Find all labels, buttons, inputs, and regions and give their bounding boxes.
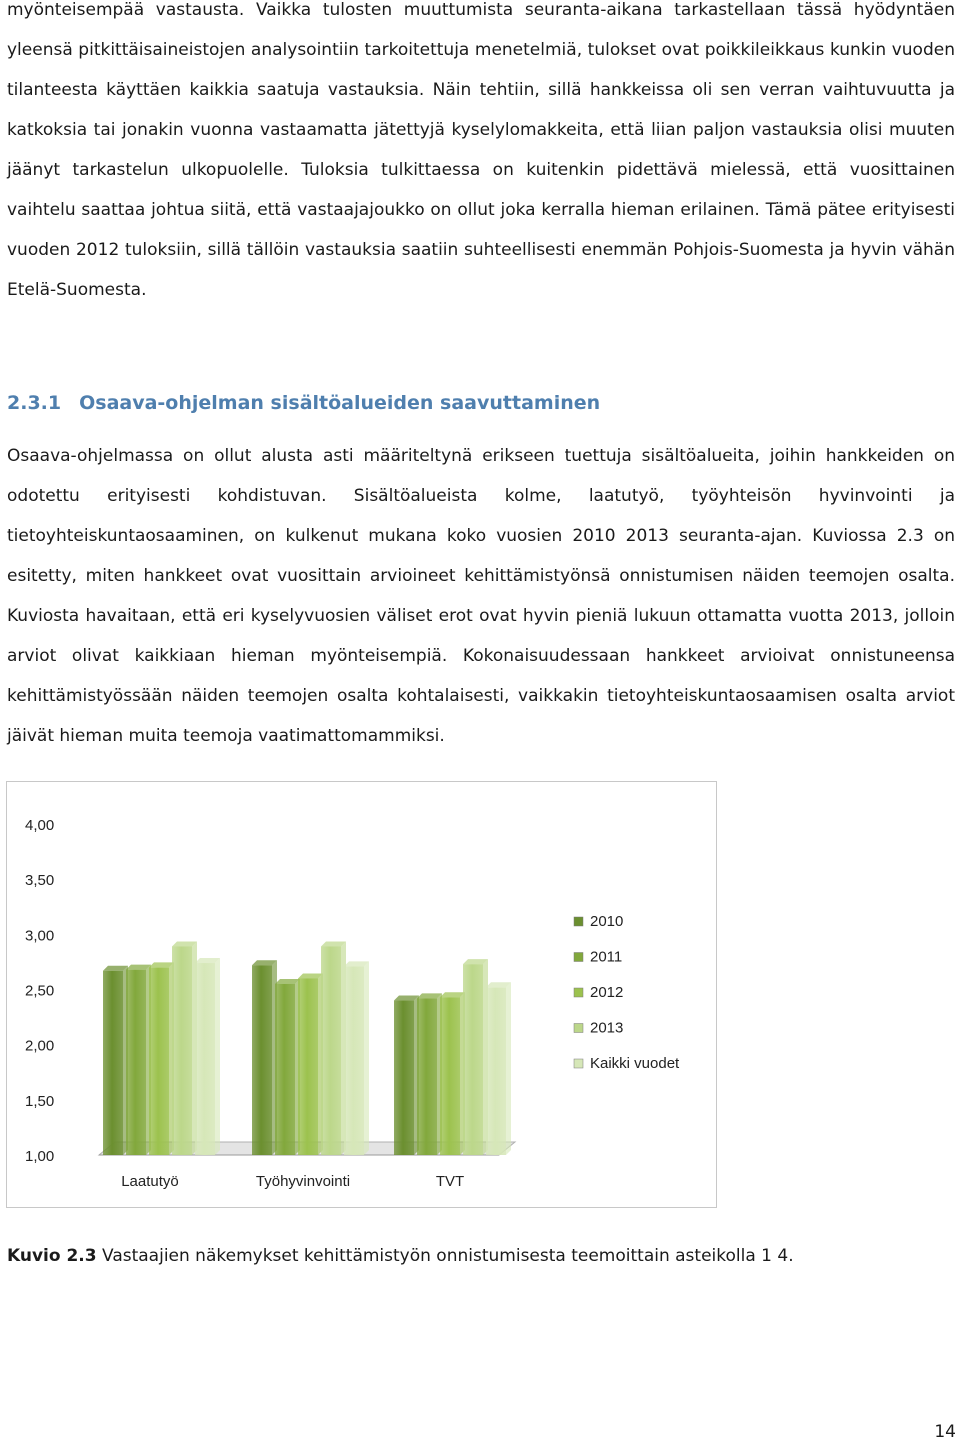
y-tick-label: 1,00 xyxy=(25,1148,55,1165)
bar xyxy=(344,966,364,1155)
bar xyxy=(394,1001,414,1155)
bar xyxy=(275,984,295,1155)
section-heading xyxy=(7,392,600,414)
x-tick-label: Työhyvinvointi xyxy=(255,1173,351,1190)
x-tick-label: TVT xyxy=(435,1173,465,1190)
y-tick-label: 2,50 xyxy=(25,982,55,1000)
bar xyxy=(440,997,460,1155)
bar-side xyxy=(364,961,369,1155)
legend-label: 2013 xyxy=(590,1019,624,1037)
bar xyxy=(126,970,146,1155)
legend-swatch xyxy=(574,988,583,997)
legend-swatch xyxy=(574,1024,583,1033)
bar xyxy=(298,978,318,1155)
legend-swatch xyxy=(574,953,583,962)
figure-caption xyxy=(7,1244,794,1268)
bar xyxy=(149,967,169,1155)
body-paragraph: myönteisempää vastausta. Vaikka tulosten muuttumista seuranta-aikana tarkastellaan tässä hyödyntäen yleensä pitkittäisaineistojen analysointiin tarkoitettuja menetelmiä, tulokset ovat poikkileikkaus kunkin vuoden tilanteesta käyttäen kaikkia saatuja vastauksia. Näin tehtiin, sillä hankkeissa oli sen verran vaihtuvuutta ja katkoksia tai jonakin vuonna vastaamatta jätettyjä kyselylomakkeita, että liian paljon vastauksia olisi muuten jäänyt tarkastelun ulkopuolelle. Tuloksia tulkittaessa on kuitenkin pidettävä mielessä, että vuosittainen vaihtelu saattaa johtua siitä, että vastaajajoukko on ollut joka kerralla hieman erilainen. Tämä pätee erityisesti vuoden 2012 tuloksiin, sillä tällöin vastauksia saatiin suhteellisesti enemmän Pohjois-Suomesta ja hyvin vähän Etelä-Suomesta. xyxy=(7,0,955,300)
y-tick-label: 1,50 xyxy=(25,1092,55,1110)
bar xyxy=(321,946,341,1155)
bar-side xyxy=(506,982,511,1155)
bar xyxy=(172,946,192,1155)
legend-swatch xyxy=(574,1059,583,1068)
bar xyxy=(486,987,506,1155)
legend-label: 2010 xyxy=(590,913,624,930)
caption-label: Kuvio 2.3 xyxy=(7,1246,97,1266)
bar xyxy=(417,998,437,1155)
caption-text: Vastaajien näkemykset kehittämistyön onnistumisesta teemoittain asteikolla 1 4. xyxy=(96,1246,794,1266)
bar-side xyxy=(215,958,220,1155)
legend-swatch xyxy=(574,917,583,926)
y-tick-label: 4,00 xyxy=(25,817,55,834)
y-tick-label: 3,50 xyxy=(25,872,55,890)
bar xyxy=(103,971,123,1155)
legend-label: 2012 xyxy=(590,984,624,1001)
chart-svg xyxy=(7,782,716,1207)
y-tick-label: 2,00 xyxy=(25,1037,55,1055)
legend-label: Kaikki vuodet xyxy=(590,1055,680,1072)
section-title: Osaava-ohjelman sisältöalueiden saavuttaminen xyxy=(79,392,601,414)
bar-chart xyxy=(6,781,717,1208)
bar xyxy=(195,963,215,1155)
body-paragraph: Osaava-ohjelmassa on ollut alusta asti määriteltynä erikseen tuettuja sisältöalueita, joihin hankkeiden on odotettu erityisesti kohdistuvan. Sisältöalueista kolme, laatutyö, työyhteisön hyvinvointi ja tietoyhteiskuntaosaaminen, on kulkenut mukana koko vuosien 2010 2013 seuranta-ajan. Kuviossa 2.3 on esitetty, miten hankkeet ovat vuosittain arvioineet kehittämistyönsä onnistumisen näiden teemojen osalta. Kuviosta havaitaan, että eri kyselyvuosien väliset erot ovat hyvin pieniä lukuun ottamatta vuotta 2013, jolloin arviot olivat kaikkiaan hieman myönteisempiä. Kokonaisuudessaan hankkeet arvioivat onnistuneensa kehittämistyössään näiden teemojen osalta kohtalaisesti, vaikkakin tietoyhteiskuntaosaamisen osalta arviot jäivät hieman muita teemoja vaatimattomammiksi. xyxy=(7,446,955,746)
x-tick-label: Laatutyö xyxy=(121,1173,179,1190)
bar xyxy=(252,965,272,1155)
legend-label: 2011 xyxy=(590,948,623,966)
section-number: 2.3.1 xyxy=(7,392,62,414)
y-tick-label: 3,00 xyxy=(25,927,55,945)
page-number: 14 xyxy=(934,1422,956,1442)
bar xyxy=(463,964,483,1155)
